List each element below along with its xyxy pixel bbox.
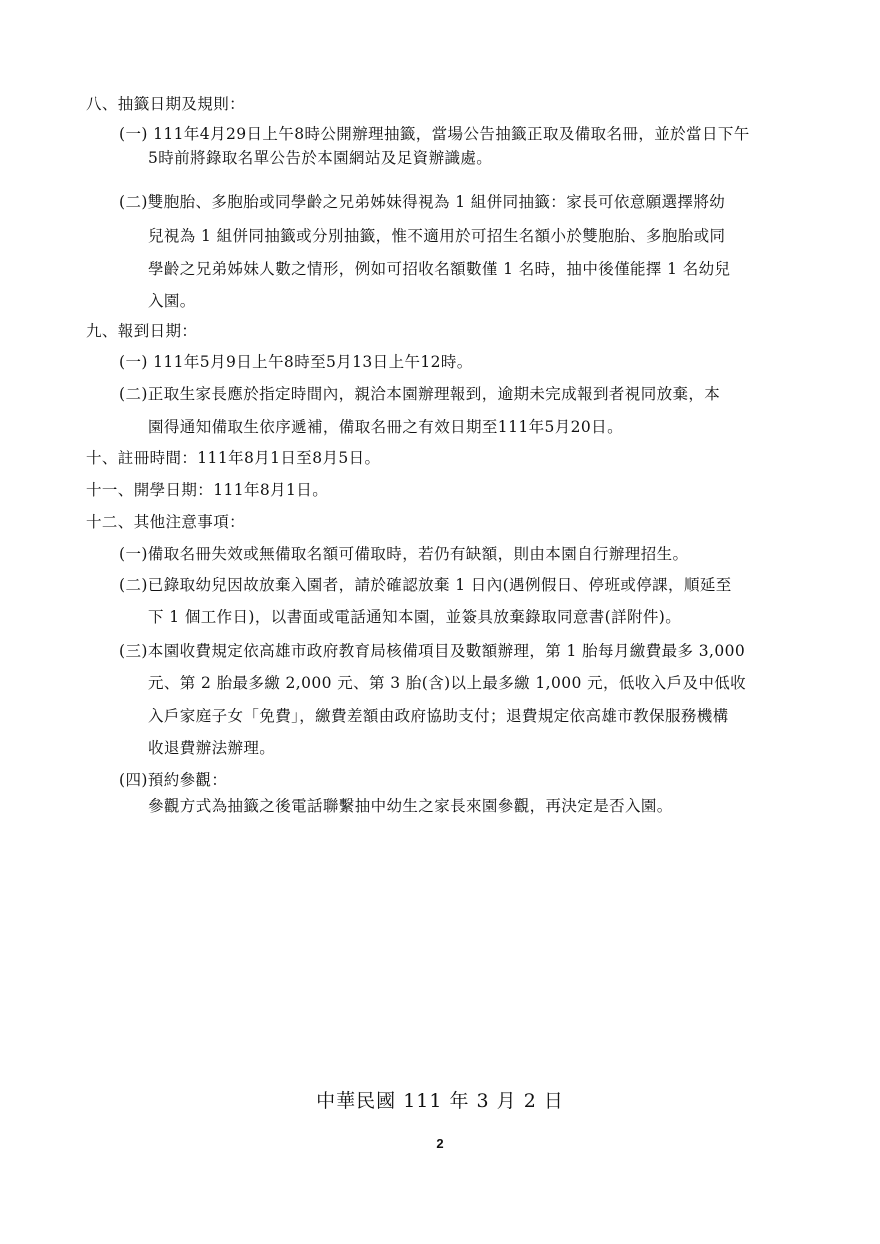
section-9-item-2-line-2: 園得通知備取生依序遞補，備取名冊之有效日期至111年5月20日。 [148, 418, 623, 436]
section-12-item-2-line-2: 下 1 個工作日)，以書面或電話通知本園，並簽具放棄錄取同意書(詳附件)。 [148, 608, 682, 626]
section-8-item-1-line-2: 5時前將錄取名單公告於本園網站及足資辦識處。 [148, 149, 493, 167]
section-12-item-3-line-1: (三)本園收費規定依高雄市政府教育局核備項目及數額辦理，第 1 胎每月繳費最多 3,000 [119, 642, 746, 660]
section-8-item-1-line-1: (一) 111年4月29日上午8時公開辦理抽籤，當場公告抽籤正取及備取名冊，並於當日下午 [119, 125, 750, 143]
section-12-item-4-body: 參觀方式為抽籤之後電話聯繫抽中幼生之家長來園參觀，再決定是否入園。 [148, 797, 673, 815]
section-12-item-2-line-1: (二)已錄取幼兒因故放棄入園者，請於確認放棄 1 日內(遇例假日、停班或停課，順延至 [119, 576, 732, 594]
section-8-item-2-line-4: 入園。 [148, 292, 196, 310]
section-12-heading: 十二、其他注意事項： [86, 513, 246, 531]
section-12-item-4-heading: (四)預約參觀： [119, 771, 228, 789]
section-12-item-3-line-2: 元、第 2 胎最多繳 2,000 元、第 3 胎(含)以上最多繳 1,000 元，低收入戶及中低收 [148, 674, 747, 692]
section-8-item-2-line-1: (二)雙胞胎、多胞胎或同學齡之兄弟姊妹得視為 1 組併同抽籤：家長可依意願選擇將幼 [119, 193, 726, 211]
section-9-heading: 九、報到日期： [86, 322, 198, 340]
section-12-item-3-line-3: 入戶家庭子女「免費」，繳費差額由政府協助支付；退費規定依高雄市教保服務機構 [148, 707, 729, 725]
section-8-heading: 八、抽籤日期及規則： [86, 95, 246, 113]
section-10-heading: 十、註冊時間：111年8月1日至8月5日。 [86, 449, 381, 467]
section-12-item-3-line-4: 收退費辦法辦理。 [148, 739, 276, 757]
section-8-item-2-line-3: 學齡之兄弟姊妹人數之情形，例如可招收名額數僅 1 名時，抽中後僅能擇 1 名幼兒 [148, 260, 731, 278]
page-number: 2 [436, 1136, 444, 1151]
section-12-item-1: (一)備取名冊失效或無備取名額可備取時，若仍有缺額，則由本園自行辦理招生。 [119, 545, 689, 563]
section-8-item-2-line-2: 兒視為 1 組併同抽籤或分別抽籤，惟不適用於可招生名額小於雙胞胎、多胞胎或同 [148, 227, 726, 245]
section-11-heading: 十一、開學日期：111年8月1日。 [86, 481, 329, 499]
section-9-item-2-line-1: (二)正取生家長應於指定時間內，親洽本園辦理報到，逾期未完成報到者視同放棄，本 [119, 385, 721, 403]
document-date: 中華民國 111 年 3 月 2 日 [316, 1090, 564, 1112]
section-9-item-1: (一) 111年5月9日上午8時至5月13日上午12時。 [119, 353, 473, 371]
